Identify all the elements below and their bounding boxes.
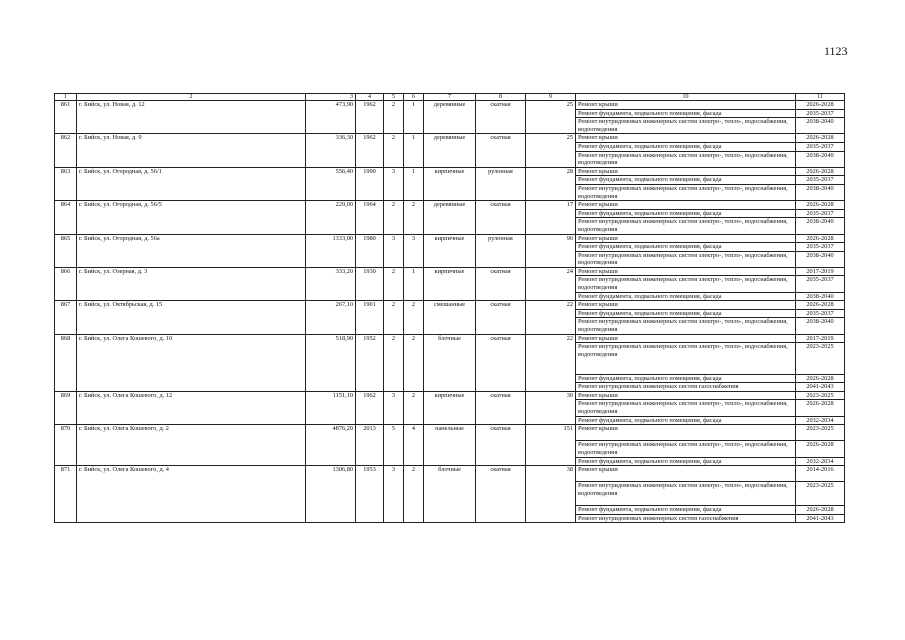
record-wall-material: деревянные	[424, 134, 476, 167]
record-roof-type: скатная	[476, 391, 526, 424]
record-year: 1901	[356, 301, 384, 334]
work-period: 2026-2028	[796, 400, 845, 416]
work-period: 2032-2034	[796, 457, 845, 466]
table-row	[55, 167, 845, 176]
record-area: 333,20	[306, 267, 356, 300]
column-header: 1	[55, 94, 77, 101]
work-period: 2026-2028	[796, 506, 845, 515]
work-type: Ремонт фундамента, подвального помещения, фасада	[576, 416, 796, 425]
record-year: 1930	[356, 267, 384, 300]
table-row	[55, 391, 845, 400]
record-number: 863	[55, 167, 77, 200]
record-column-9: 22	[526, 334, 576, 391]
work-type: Ремонт фундамента, подвального помещения, фасада	[576, 374, 796, 383]
record-area: 229,00	[306, 201, 356, 234]
record-floors: 2	[384, 134, 404, 167]
record-wall-material: блочные	[424, 466, 476, 523]
record-year: 1962	[356, 391, 384, 424]
record-entrances: 2	[404, 391, 424, 424]
work-type: Ремонт внутридомовых инженерных систем электро-, тепло-, водоснабжения, водоотведения	[576, 400, 796, 416]
record-roof-type: скатная	[476, 466, 526, 523]
record-area: 336,30	[306, 134, 356, 167]
record-address: г. Бийск, ул. Олега Кошевого, д. 10	[77, 334, 306, 391]
work-type: Ремонт внутридомовых инженерных систем электро-, тепло-, водоснабжения, водоотведения	[576, 482, 796, 506]
record-year: 1964	[356, 201, 384, 234]
column-header: 9	[526, 94, 576, 101]
record-floors: 2	[384, 201, 404, 234]
record-address: г. Бийск, ул. Новая, д. 9	[77, 134, 306, 167]
record-roof-type: скатная	[476, 101, 526, 134]
record-column-9: 24	[526, 267, 576, 300]
record-floors: 5	[384, 425, 404, 466]
work-period: 2038-2040	[796, 151, 845, 167]
record-address: г. Бийск, ул. Озерная, д. 3	[77, 267, 306, 300]
record-column-9: 90	[526, 234, 576, 267]
work-period: 2026-2028	[796, 234, 845, 243]
record-area: 267,10	[306, 301, 356, 334]
column-header: 10	[576, 94, 796, 101]
work-period: 2023-2025	[796, 482, 845, 506]
record-area: 518,90	[306, 334, 356, 391]
work-period: 2032-2034	[796, 416, 845, 425]
record-year: 1953	[356, 466, 384, 523]
record-wall-material: блочные	[424, 334, 476, 391]
record-area: 1306,80	[306, 466, 356, 523]
record-wall-material: кирпичные	[424, 267, 476, 300]
column-header: 11	[796, 94, 845, 101]
record-entrances: 2	[404, 334, 424, 391]
record-wall-material: панельные	[424, 425, 476, 466]
work-type: Ремонт фундамента, подвального помещения, фасада	[576, 142, 796, 151]
work-type: Ремонт фундамента, подвального помещения, фасада	[576, 292, 796, 301]
record-roof-type: скатная	[476, 425, 526, 466]
record-wall-material: смешанные	[424, 301, 476, 334]
record-year: 1990	[356, 167, 384, 200]
record-number: 871	[55, 466, 77, 523]
record-area: 1151,10	[306, 391, 356, 424]
record-column-9: 28	[526, 167, 576, 200]
record-roof-type: скатная	[476, 134, 526, 167]
table-row	[55, 425, 845, 441]
column-header: 8	[476, 94, 526, 101]
record-number: 866	[55, 267, 77, 300]
record-year: 1962	[356, 134, 384, 167]
record-column-9: 22	[526, 301, 576, 334]
work-type: Ремонт внутридомовых инженерных систем электро-, тепло-, водоснабжения, водоотведения	[576, 276, 796, 292]
work-type: Ремонт крыши	[576, 134, 796, 143]
work-type: Ремонт крыши	[576, 425, 796, 441]
record-number: 862	[55, 134, 77, 167]
record-area: 1333,00	[306, 234, 356, 267]
record-address: г. Бийск, ул. Огородная, д. 56а	[77, 234, 306, 267]
record-column-9: 30	[526, 391, 576, 424]
record-entrances: 1	[404, 267, 424, 300]
work-period: 2017-2019	[796, 334, 845, 343]
work-type: Ремонт фундамента, подвального помещения, фасада	[576, 209, 796, 218]
work-type: Ремонт фундамента, подвального помещения, фасада	[576, 243, 796, 252]
column-header: 3	[306, 94, 356, 101]
record-floors: 3	[384, 391, 404, 424]
work-period: 2038-2040	[796, 318, 845, 334]
record-column-9: 25	[526, 101, 576, 134]
work-period: 2023-2025	[796, 391, 845, 400]
table-row	[55, 466, 845, 482]
work-type: Ремонт внутридомовых инженерных систем газоснабжения	[576, 383, 796, 392]
work-type: Ремонт крыши	[576, 466, 796, 482]
record-floors: 2	[384, 267, 404, 300]
record-entrances: 1	[404, 167, 424, 200]
record-entrances: 2	[404, 466, 424, 523]
work-type: Ремонт внутридомовых инженерных систем электро-, тепло-, водоснабжения, водоотведения	[576, 441, 796, 457]
table-row	[55, 334, 845, 343]
work-type: Ремонт внутридомовых инженерных систем электро-, тепло-, водоснабжения, водоотведения	[576, 218, 796, 234]
work-period: 2026-2028	[796, 441, 845, 457]
work-period: 2035-2037	[796, 309, 845, 318]
work-type: Ремонт внутридомовых инженерных систем электро-, тепло-, водоснабжения, водоотведения	[576, 343, 796, 374]
work-type: Ремонт внутридомовых инженерных систем электро-, тепло-, водоснабжения, водоотведения	[576, 184, 796, 200]
record-entrances: 3	[404, 234, 424, 267]
table-body	[55, 101, 845, 523]
work-type: Ремонт внутридомовых инженерных систем электро-, тепло-, водоснабжения, водоотведения	[576, 251, 796, 267]
work-period: 2026-2028	[796, 167, 845, 176]
column-header: 4	[356, 94, 384, 101]
table-row	[55, 101, 845, 110]
work-period: 2041-2043	[796, 383, 845, 392]
record-column-9: 17	[526, 201, 576, 234]
record-roof-type: рулонная	[476, 234, 526, 267]
work-period: 2035-2037	[796, 176, 845, 185]
record-floors: 3	[384, 167, 404, 200]
record-address: г. Бийск, ул. Олега Кошевого, д. 2	[77, 425, 306, 466]
work-period: 2038-2040	[796, 218, 845, 234]
record-wall-material: кирпичные	[424, 391, 476, 424]
work-type: Ремонт внутридомовых инженерных систем электро-, тепло-, водоснабжения, водоотведения	[576, 151, 796, 167]
record-address: г. Бийск, ул. Олега Кошевого, д. 4	[77, 466, 306, 523]
work-type: Ремонт фундамента, подвального помещения, фасада	[576, 309, 796, 318]
table-row	[55, 201, 845, 210]
record-roof-type: скатная	[476, 201, 526, 234]
work-period: 2035-2037	[796, 109, 845, 118]
record-address: г. Бийск, ул. Огородная, д. 56/5	[77, 201, 306, 234]
work-period: 2038-2040	[796, 251, 845, 267]
record-entrances: 2	[404, 201, 424, 234]
work-type: Ремонт фундамента, подвального помещения, фасада	[576, 176, 796, 185]
work-type: Ремонт внутридомовых инженерных систем электро-, тепло-, водоснабжения, водоотведения	[576, 318, 796, 334]
work-period: 2026-2028	[796, 134, 845, 143]
record-floors: 2	[384, 101, 404, 134]
record-area: 556,40	[306, 167, 356, 200]
record-number: 865	[55, 234, 77, 267]
record-address: г. Бийск, ул. Октябрьская, д. 15	[77, 301, 306, 334]
record-entrances: 1	[404, 134, 424, 167]
work-period: 2023-2025	[796, 343, 845, 374]
record-number: 869	[55, 391, 77, 424]
work-type: Ремонт фундамента, подвального помещения, фасада	[576, 506, 796, 515]
work-period: 2014-2016	[796, 466, 845, 482]
record-number: 861	[55, 101, 77, 134]
record-address: г. Бийск, ул. Новая, д. 12	[77, 101, 306, 134]
column-header: 6	[404, 94, 424, 101]
work-period: 2035-2037	[796, 142, 845, 151]
column-number-row	[55, 94, 845, 101]
record-floors: 2	[384, 301, 404, 334]
work-type: Ремонт внутридомовых инженерных систем газоснабжения	[576, 514, 796, 523]
record-entrances: 1	[404, 101, 424, 134]
work-type: Ремонт крыши	[576, 301, 796, 310]
record-floors: 3	[384, 234, 404, 267]
page-number: 1123	[824, 44, 848, 58]
work-period: 2026-2028	[796, 201, 845, 210]
work-period: 2026-2028	[796, 101, 845, 110]
work-period: 2035-2037	[796, 243, 845, 252]
column-header: 7	[424, 94, 476, 101]
record-address: г. Бийск, ул. Олега Кошевого, д. 12	[77, 391, 306, 424]
record-number: 868	[55, 334, 77, 391]
record-column-9: 151	[526, 425, 576, 466]
work-type: Ремонт фундамента, подвального помещения, фасада	[576, 109, 796, 118]
capital-repair-table	[54, 93, 845, 523]
record-floors: 2	[384, 334, 404, 391]
work-period: 2035-2037	[796, 276, 845, 292]
record-roof-type: скатная	[476, 334, 526, 391]
record-year: 1952	[356, 334, 384, 391]
record-wall-material: кирпичные	[424, 167, 476, 200]
column-header: 2	[77, 94, 306, 101]
work-period: 2017-2019	[796, 267, 845, 276]
record-year: 2013	[356, 425, 384, 466]
work-type: Ремонт крыши	[576, 101, 796, 110]
record-year: 1962	[356, 101, 384, 134]
record-number: 870	[55, 425, 77, 466]
record-column-9: 38	[526, 466, 576, 523]
work-period: 2038-2040	[796, 184, 845, 200]
work-period: 2026-2028	[796, 374, 845, 383]
work-type: Ремонт внутридомовых инженерных систем электро-, тепло-, водоснабжения, водоотведения	[576, 118, 796, 134]
work-period: 2035-2037	[796, 209, 845, 218]
work-type: Ремонт крыши	[576, 334, 796, 343]
work-period: 2041-2043	[796, 514, 845, 523]
work-type: Ремонт крыши	[576, 267, 796, 276]
record-wall-material: кирпичные	[424, 234, 476, 267]
table-row	[55, 267, 845, 276]
work-period: 2038-2040	[796, 292, 845, 301]
record-number: 867	[55, 301, 77, 334]
record-year: 1980	[356, 234, 384, 267]
work-type: Ремонт крыши	[576, 391, 796, 400]
record-area: 473,90	[306, 101, 356, 134]
work-period: 2023-2025	[796, 425, 845, 441]
column-header: 5	[384, 94, 404, 101]
record-column-9: 25	[526, 134, 576, 167]
record-entrances: 2	[404, 301, 424, 334]
record-roof-type: скатная	[476, 267, 526, 300]
record-wall-material: деревянные	[424, 101, 476, 134]
record-number: 864	[55, 201, 77, 234]
record-roof-type: рулонная	[476, 167, 526, 200]
work-period: 2038-2040	[796, 118, 845, 134]
table-row	[55, 134, 845, 143]
record-floors: 3	[384, 466, 404, 523]
record-area: 4876,20	[306, 425, 356, 466]
work-period: 2026-2028	[796, 301, 845, 310]
work-type: Ремонт крыши	[576, 201, 796, 210]
record-wall-material: деревянные	[424, 201, 476, 234]
record-roof-type: скатная	[476, 301, 526, 334]
work-type: Ремонт крыши	[576, 234, 796, 243]
table-row	[55, 234, 845, 243]
work-type: Ремонт крыши	[576, 167, 796, 176]
table-row	[55, 301, 845, 310]
record-entrances: 4	[404, 425, 424, 466]
record-address: г. Бийск, ул. Огородная, д. 56/1	[77, 167, 306, 200]
work-type: Ремонт фундамента, подвального помещения, фасада	[576, 457, 796, 466]
